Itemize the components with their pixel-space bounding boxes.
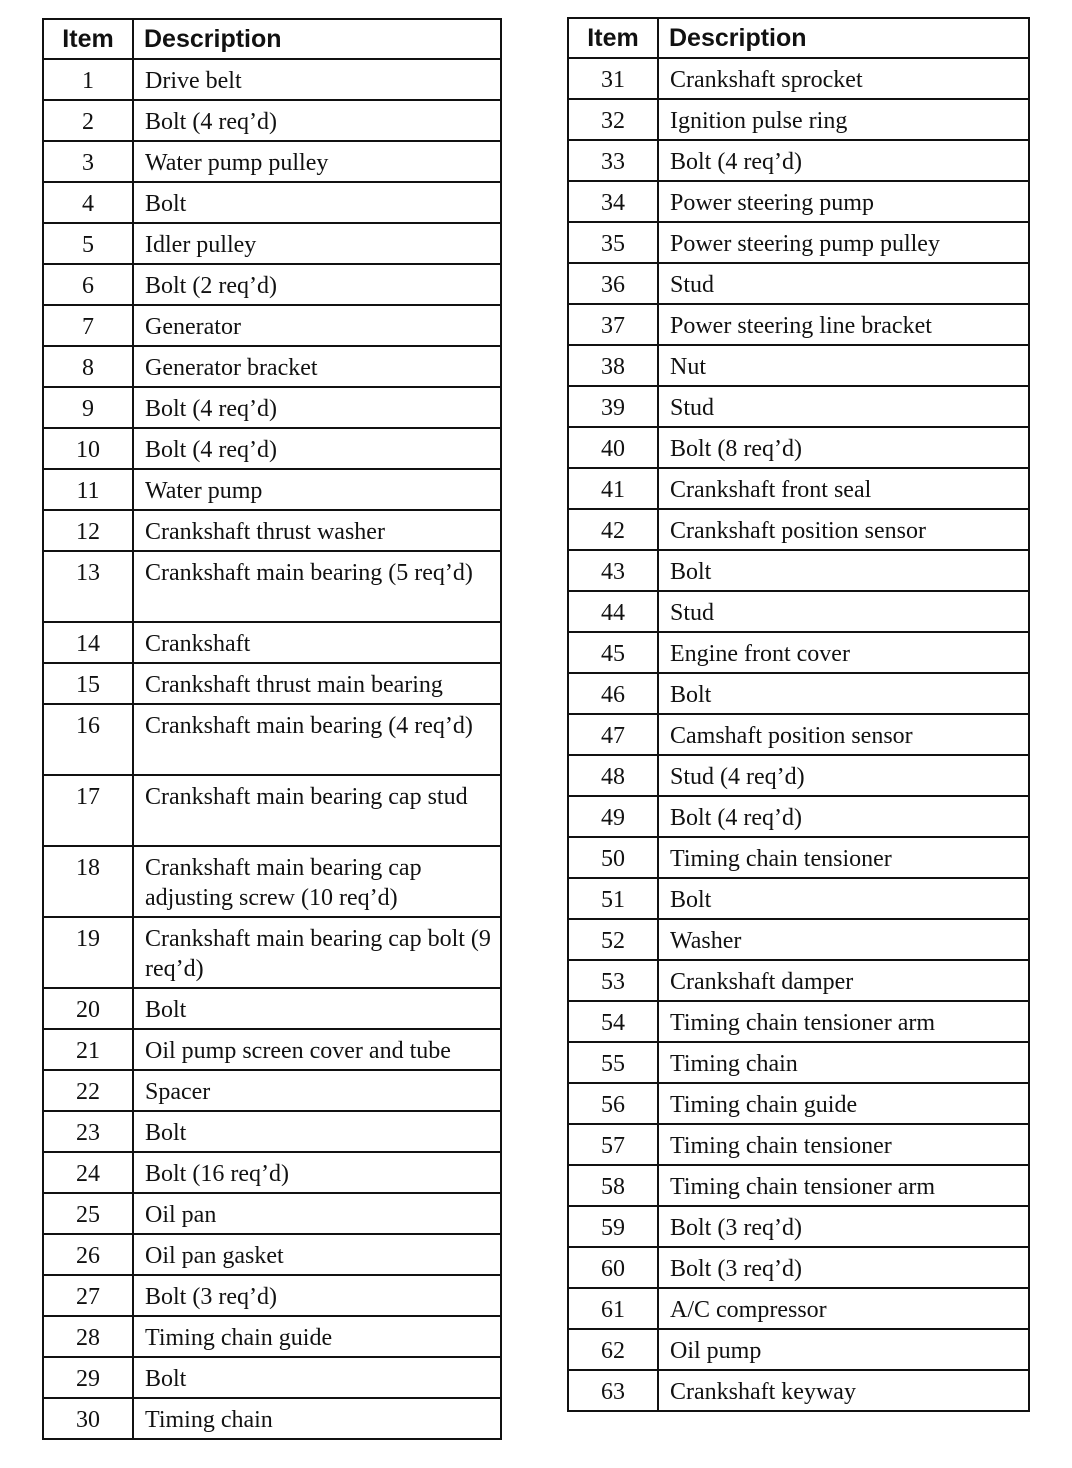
item-number: 12 [43,510,133,551]
table-row [568,99,1029,140]
item-description: Stud [658,263,1029,304]
table-row [568,1083,1029,1124]
item-description: Stud [658,386,1029,427]
item-number: 18 [43,846,133,917]
item-description: Crankshaft thrust main bearing [133,663,501,704]
parts-table-right-body [568,58,1029,1411]
item-number: 11 [43,469,133,510]
item-number: 23 [43,1111,133,1152]
item-description: Bolt (3 req’d) [133,1275,501,1316]
item-description: Crankshaft [133,622,501,663]
item-description: Generator [133,305,501,346]
table-row [43,510,501,551]
item-description: Bolt (16 req’d) [133,1152,501,1193]
item-number: 53 [568,960,658,1001]
item-description: Ignition pulse ring [658,99,1029,140]
item-description: Washer [658,919,1029,960]
item-number: 34 [568,181,658,222]
item-number: 40 [568,427,658,468]
table-row [43,1152,501,1193]
item-number: 63 [568,1370,658,1411]
header-row [43,19,501,59]
table-row [43,100,501,141]
item-number: 46 [568,673,658,714]
item-description: Crankshaft front seal [658,468,1029,509]
item-number: 7 [43,305,133,346]
table-row [568,140,1029,181]
item-description: Timing chain tensioner [658,837,1029,878]
item-description: Timing chain tensioner [658,1124,1029,1165]
item-number: 31 [568,58,658,99]
item-description: Crankshaft main bearing cap adjusting screw (10 req’d) [133,846,501,917]
table-row [568,1206,1029,1247]
item-number: 54 [568,1001,658,1042]
table-row [43,264,501,305]
item-number: 45 [568,632,658,673]
column-header-item: Item [568,18,658,58]
item-number: 26 [43,1234,133,1275]
item-number: 5 [43,223,133,264]
item-description: Timing chain [133,1398,501,1439]
table-row [568,263,1029,304]
table-row [43,704,501,775]
item-description: Crankshaft main bearing cap stud [133,775,501,846]
table-row [43,59,501,100]
item-number: 35 [568,222,658,263]
item-number: 13 [43,551,133,622]
item-number: 32 [568,99,658,140]
table-row [568,181,1029,222]
item-number: 50 [568,837,658,878]
item-description: Bolt (4 req’d) [133,387,501,428]
parts-table-right [567,17,1030,1412]
item-description: Crankshaft main bearing (4 req’d) [133,704,501,775]
item-description: Bolt [133,1357,501,1398]
table-row [568,755,1029,796]
parts-table-left-body [43,59,501,1439]
table-row [43,1193,501,1234]
item-description: Crankshaft keyway [658,1370,1029,1411]
item-description: Stud [658,591,1029,632]
item-number: 47 [568,714,658,755]
item-description: Crankshaft main bearing cap bolt (9 req’d) [133,917,501,988]
table-row [568,960,1029,1001]
item-description: Power steering line bracket [658,304,1029,345]
item-description: Idler pulley [133,223,501,264]
table-row [568,591,1029,632]
table-row [568,1001,1029,1042]
table-row [43,1398,501,1439]
item-description: Bolt [133,988,501,1029]
item-number: 14 [43,622,133,663]
table-row [568,509,1029,550]
table-row [43,846,501,917]
item-description: Bolt (4 req’d) [658,796,1029,837]
table-row [43,1029,501,1070]
item-number: 29 [43,1357,133,1398]
table-row [568,919,1029,960]
item-number: 49 [568,796,658,837]
item-number: 24 [43,1152,133,1193]
table-row [43,1070,501,1111]
item-number: 51 [568,878,658,919]
item-number: 48 [568,755,658,796]
item-number: 9 [43,387,133,428]
item-description: Crankshaft position sensor [658,509,1029,550]
table-row [568,58,1029,99]
table-row [568,1124,1029,1165]
table-row [568,550,1029,591]
item-number: 30 [43,1398,133,1439]
table-row [43,1234,501,1275]
item-number: 56 [568,1083,658,1124]
table-row [568,1247,1029,1288]
table-row [568,345,1029,386]
table-row [43,551,501,622]
table-row [43,387,501,428]
table-row [568,1042,1029,1083]
table-row [43,988,501,1029]
item-number: 22 [43,1070,133,1111]
table-row [43,1111,501,1152]
table-row [568,1165,1029,1206]
parts-table-left [42,18,502,1440]
item-description: Bolt (3 req’d) [658,1247,1029,1288]
table-row [43,346,501,387]
table-row [43,622,501,663]
item-number: 57 [568,1124,658,1165]
table-row [43,1275,501,1316]
table-row [43,775,501,846]
table-row [568,386,1029,427]
table-row [568,468,1029,509]
item-number: 52 [568,919,658,960]
column-header-description: Description [658,18,1029,58]
item-description: Timing chain tensioner arm [658,1001,1029,1042]
item-description: Spacer [133,1070,501,1111]
table-row [43,305,501,346]
item-number: 39 [568,386,658,427]
item-description: Engine front cover [658,632,1029,673]
table-row [568,796,1029,837]
table-row [43,917,501,988]
item-description: Oil pump [658,1329,1029,1370]
item-number: 44 [568,591,658,632]
item-description: Timing chain [658,1042,1029,1083]
item-description: Oil pan [133,1193,501,1234]
item-number: 10 [43,428,133,469]
item-description: A/C compressor [658,1288,1029,1329]
item-description: Bolt [133,1111,501,1152]
item-number: 42 [568,509,658,550]
item-description: Water pump pulley [133,141,501,182]
column-header-item: Item [43,19,133,59]
table-row [568,632,1029,673]
table-row [568,427,1029,468]
item-description: Crankshaft thrust washer [133,510,501,551]
table-row [43,141,501,182]
item-description: Nut [658,345,1029,386]
table-row [568,1329,1029,1370]
item-description: Bolt (4 req’d) [133,100,501,141]
table-row [568,1288,1029,1329]
item-number: 36 [568,263,658,304]
item-description: Bolt [658,550,1029,591]
item-number: 41 [568,468,658,509]
header-row [568,18,1029,58]
item-number: 16 [43,704,133,775]
item-number: 61 [568,1288,658,1329]
item-number: 59 [568,1206,658,1247]
item-description: Timing chain guide [658,1083,1029,1124]
item-number: 37 [568,304,658,345]
item-number: 19 [43,917,133,988]
item-description: Crankshaft damper [658,960,1029,1001]
table-row [568,222,1029,263]
item-description: Timing chain guide [133,1316,501,1357]
item-number: 20 [43,988,133,1029]
item-description: Bolt [658,878,1029,919]
table-row [43,663,501,704]
item-number: 3 [43,141,133,182]
item-number: 17 [43,775,133,846]
item-number: 55 [568,1042,658,1083]
table-row [43,428,501,469]
item-number: 27 [43,1275,133,1316]
table-row [43,469,501,510]
item-number: 33 [568,140,658,181]
item-description: Power steering pump [658,181,1029,222]
item-description: Bolt (8 req’d) [658,427,1029,468]
item-number: 8 [43,346,133,387]
item-description: Bolt [133,182,501,223]
item-number: 60 [568,1247,658,1288]
item-description: Bolt (2 req’d) [133,264,501,305]
item-number: 62 [568,1329,658,1370]
item-number: 2 [43,100,133,141]
item-description: Oil pump screen cover and tube [133,1029,501,1070]
item-description: Timing chain tensioner arm [658,1165,1029,1206]
table-row [568,878,1029,919]
item-description: Drive belt [133,59,501,100]
item-number: 15 [43,663,133,704]
item-description: Camshaft position sensor [658,714,1029,755]
table-row [568,304,1029,345]
item-number: 1 [43,59,133,100]
item-description: Crankshaft sprocket [658,58,1029,99]
item-number: 38 [568,345,658,386]
item-number: 6 [43,264,133,305]
item-number: 25 [43,1193,133,1234]
table-row [568,714,1029,755]
item-description: Generator bracket [133,346,501,387]
item-number: 58 [568,1165,658,1206]
item-description: Bolt (3 req’d) [658,1206,1029,1247]
item-description: Oil pan gasket [133,1234,501,1275]
item-number: 21 [43,1029,133,1070]
item-description: Bolt [658,673,1029,714]
table-row [568,837,1029,878]
table-row [43,1357,501,1398]
item-description: Crankshaft main bearing (5 req’d) [133,551,501,622]
table-row [43,223,501,264]
item-number: 28 [43,1316,133,1357]
item-description: Stud (4 req’d) [658,755,1029,796]
item-description: Bolt (4 req’d) [658,140,1029,181]
table-row [43,1316,501,1357]
table-row [568,673,1029,714]
column-header-description: Description [133,19,501,59]
item-number: 4 [43,182,133,223]
table-row [568,1370,1029,1411]
item-description: Water pump [133,469,501,510]
item-description: Power steering pump pulley [658,222,1029,263]
item-description: Bolt (4 req’d) [133,428,501,469]
item-number: 43 [568,550,658,591]
table-row [43,182,501,223]
